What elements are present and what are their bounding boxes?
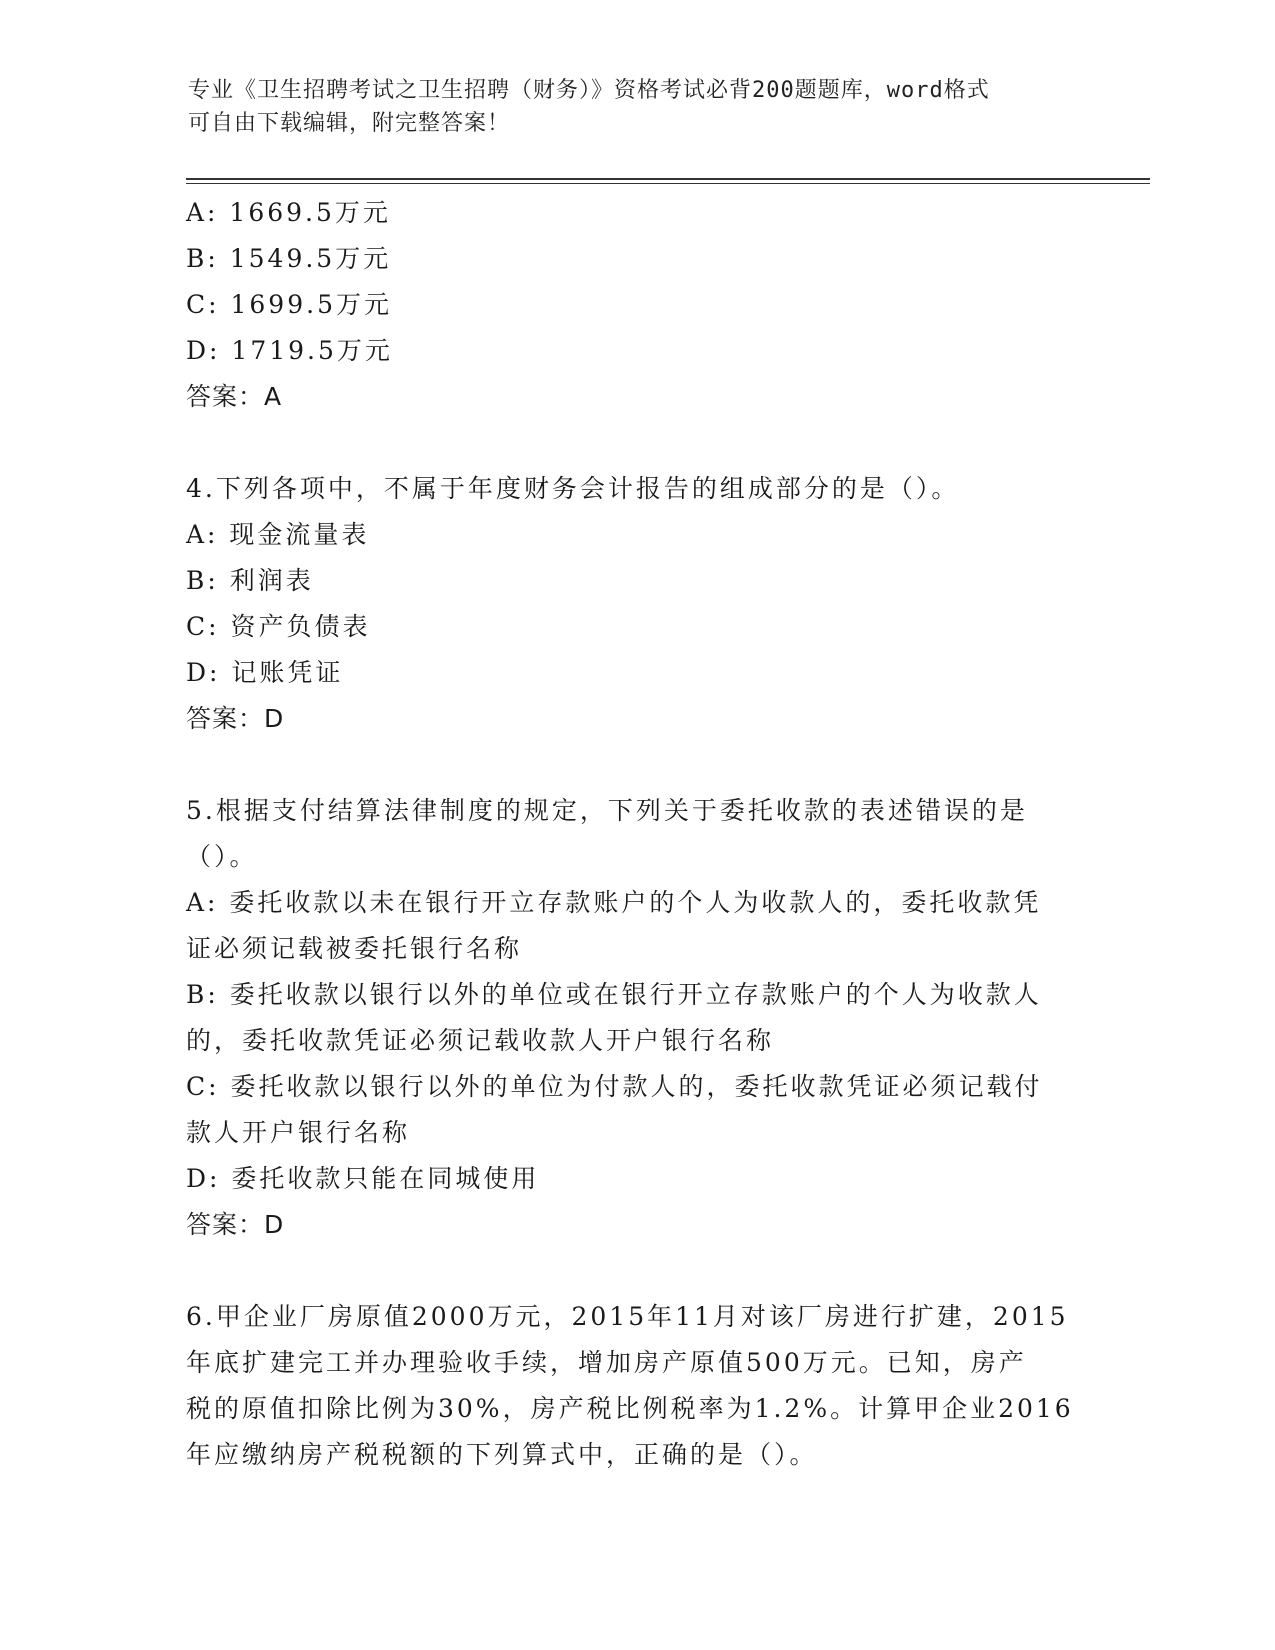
option-b: B: 1549.5万元: [186, 244, 392, 273]
question-5-block: [186, 788, 1086, 1248]
question-text: 5.根据支付结算法律制度的规定，下列关于委托收款的表述错误的是: [186, 796, 1028, 825]
header-divider-thin: [186, 183, 1150, 184]
option-c: C: 1699.5万元: [186, 290, 392, 319]
document-header: [188, 74, 1068, 140]
option-c: C: 委托收款以银行以外的单位为付款人的，委托收款凭证必须记载付: [186, 1072, 1043, 1101]
question-text-continued: 年底扩建完工并办理验收手续，增加房产原值500万元。已知，房产: [186, 1348, 1027, 1377]
option-c: C: 资产负债表: [186, 612, 371, 641]
question-text-continued: 年应缴纳房产税税额的下列算式中，正确的是（）。: [186, 1440, 818, 1469]
answer-text: 答案：D: [186, 704, 285, 733]
option-c-continued: 款人开户银行名称: [186, 1118, 411, 1147]
answer-text: 答案：A: [186, 382, 283, 411]
option-b-continued: 的，委托收款凭证必须记载收款人开户银行名称: [186, 1026, 775, 1055]
answer-text: 答案：D: [186, 1210, 285, 1239]
question-6-block: [186, 1294, 1086, 1478]
option-b: B: 利润表: [186, 566, 314, 595]
question-4-block: [186, 466, 1086, 742]
document-body: [186, 190, 1086, 1478]
question-text: 6.甲企业厂房原值2000万元，2015年11月对该厂房进行扩建，2015: [186, 1302, 1069, 1331]
question-text-continued: 税的原值扣除比例为30%，房产税比例税率为1.2%。计算甲企业2016: [186, 1394, 1074, 1423]
option-d: D: 1719.5万元: [186, 336, 393, 365]
header-line-2: 可自由下载编辑，附完整答案！: [188, 111, 511, 136]
spacer: [186, 742, 1086, 788]
header-line-1: 专业《卫生招聘考试之卫生招聘（财务）》资格考试必背200题题库，word格式: [188, 78, 990, 103]
option-d: D: 委托收款只能在同城使用: [186, 1164, 540, 1193]
header-divider-thick: [186, 178, 1150, 180]
question-3-block: [186, 190, 1086, 420]
option-b: B: 委托收款以银行以外的单位或在银行开立存款账户的个人为收款人: [186, 980, 1042, 1009]
option-a: A: 1669.5万元: [186, 198, 391, 227]
question-text-continued: （）。: [186, 842, 258, 871]
option-a: A: 委托收款以未在银行开立存款账户的个人为收款人的，委托收款凭: [186, 888, 1042, 917]
question-text: 4.下列各项中，不属于年度财务会计报告的组成部分的是（）。: [186, 474, 960, 503]
spacer: [186, 1248, 1086, 1294]
spacer: [186, 420, 1086, 466]
option-d: D: 记账凭证: [186, 658, 344, 687]
option-a: A: 现金流量表: [186, 520, 370, 549]
option-a-continued: 证必须记载被委托银行名称: [186, 934, 523, 963]
